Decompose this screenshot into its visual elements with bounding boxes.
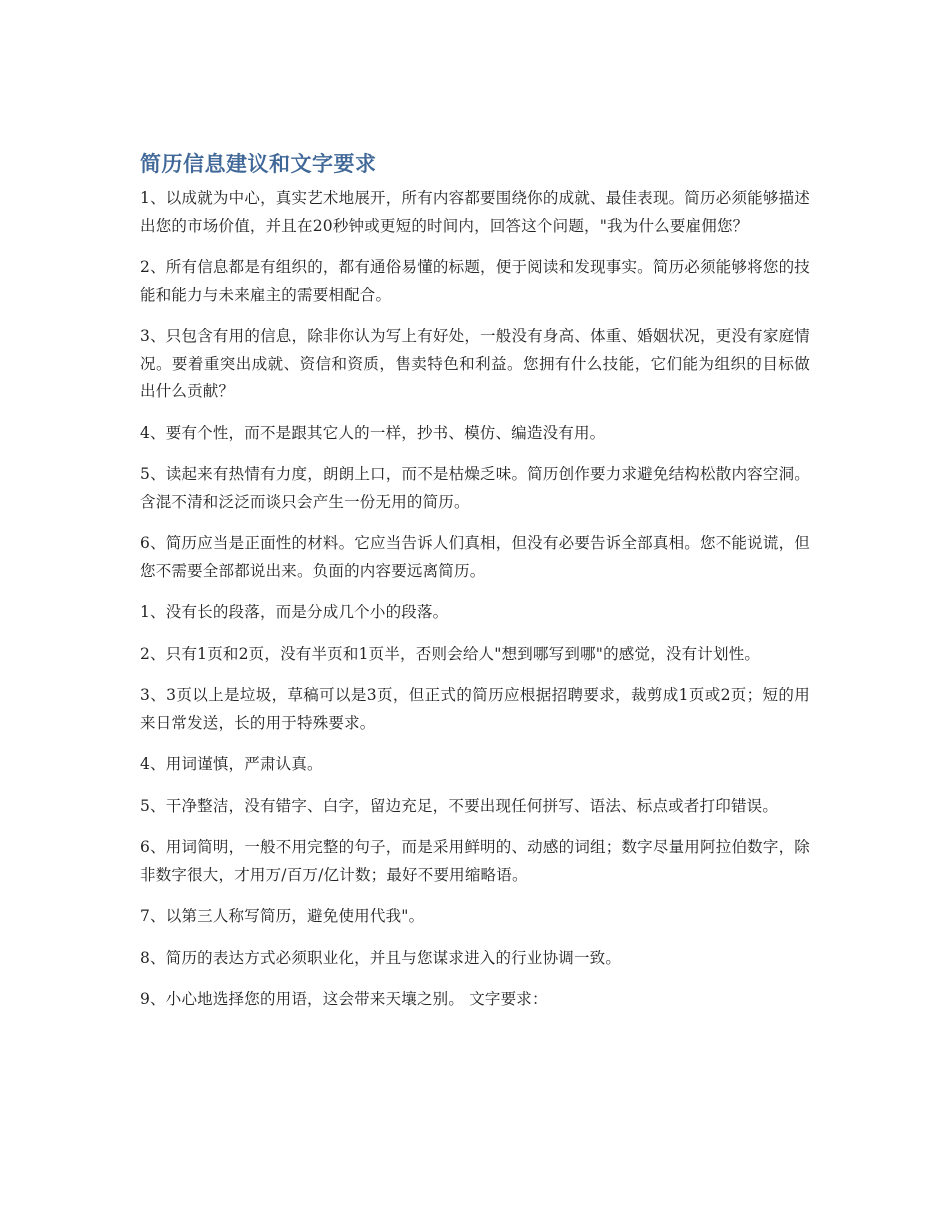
paragraph-2: 2、所有信息都是有组织的，都有通俗易懂的标题，便于阅读和发现事实。简历必须能够将您的技能和能力与未来雇主的需要相配合。 — [140, 258, 810, 304]
paragraph-6: 6、简历应当是正面性的材料。它应当告诉人们真相，但没有必要告诉全部真相。您不能说谎，但您不需要全部都说出来。负面的内容要远离简历。 — [140, 534, 810, 580]
paragraph-12: 6、用词简明，一般不用完整的句子，而是采用鲜明的、动感的词组；数字尽量用阿拉伯数字，除非数字很大，才用万/百万/亿计数；最好不要用缩略语。 — [140, 838, 810, 884]
paragraph-9: 3、3页以上是垃圾，草稿可以是3页，但正式的简历应根据招聘要求，裁剪成1页或2页；短的用来日常发送，长的用于特殊要求。 — [140, 686, 810, 732]
paragraph-15: 9、小心地选择您的用语，这会带来天壤之别。 文字要求： — [140, 990, 548, 1008]
paragraph-10: 4、用词谨慎，严肃认真。 — [140, 755, 323, 773]
paragraph-5: 5、读起来有热情有力度，朗朗上口，而不是枯燥乏味。简历创作要力求避免结构松散内容空洞。含混不清和泛泛而谈只会产生一份无用的简历。 — [140, 465, 810, 511]
paragraph-4: 4、要有个性，而不是跟其它人的一样，抄书、模仿、编造没有用。 — [140, 423, 606, 442]
document-body — [140, 149, 810, 1028]
document-title: 简历信息建议和文字要求 — [140, 152, 377, 176]
paragraph-1: 1、以成就为中心，真实艺术地展开，所有内容都要围绕你的成就、最佳表现。简历必须能够描述出您的市场价值，并且在20秒钟或更短的时间内，回答这个问题，"我为什么要雇佣您？ — [140, 189, 810, 235]
paragraph-8: 2、只有1页和2页，没有半页和1页半，否则会给人"想到哪写到哪"的感觉，没有计划性。 — [140, 644, 761, 663]
paragraph-11: 5、干净整洁，没有错字、白字，留边充足，不要出现任何拼写、语法、标点或者打印错误。 — [140, 796, 779, 815]
paragraph-14: 8、简历的表达方式必须职业化，并且与您谋求进入的行业协调一致。 — [140, 948, 622, 967]
paragraph-3: 3、只包含有用的信息，除非你认为写上有好处，一般没有身高、体重、婚姻状况，更没有家庭情况。要着重突出成就、资信和资质，售卖特色和利益。您拥有什么技能，它们能为组织的目标做出什么贡献？ — [140, 327, 810, 400]
paragraph-7: 1、没有长的段落，而是分成几个小的段落。 — [140, 603, 449, 621]
paragraph-13: 7、以第三人称写简历，避免使用代我"。 — [140, 907, 425, 925]
